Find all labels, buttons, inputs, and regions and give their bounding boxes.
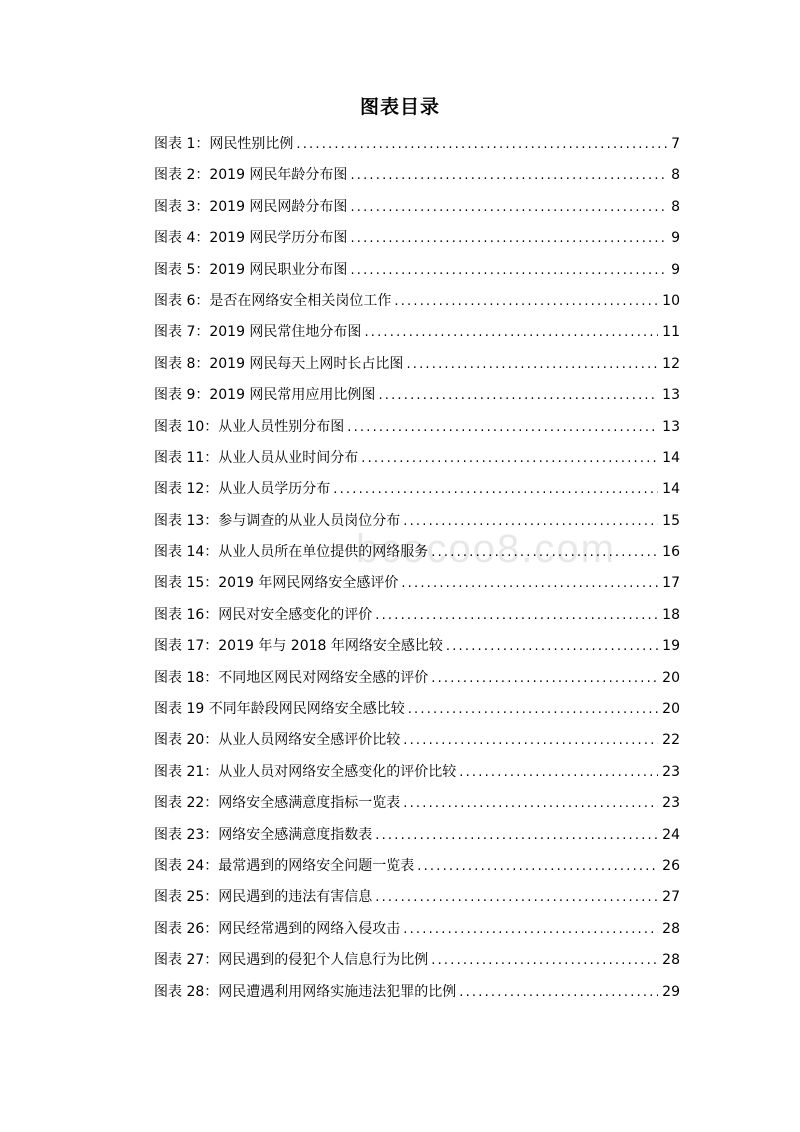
- toc-entry-label: 图表 5：2019 网民职业分布图: [154, 261, 348, 278]
- toc-entry-page-number: 20: [662, 669, 680, 686]
- toc-entry-label: 图表 3：2019 网民网龄分布图: [154, 198, 348, 215]
- toc-entry-page-number: 13: [662, 418, 680, 435]
- toc-entry[interactable]: [154, 916, 680, 947]
- page-title: 图表目录: [359, 96, 440, 118]
- toc-entry-label: 图表 2：2019 网民年龄分布图: [154, 167, 348, 184]
- toc-entry[interactable]: [154, 979, 680, 1010]
- toc-entry-page-number: 23: [662, 795, 680, 812]
- toc-entry[interactable]: [154, 414, 680, 445]
- toc-entry[interactable]: [154, 853, 680, 884]
- toc-entry-label: 图表 24：最常遇到的网络安全问题一览表: [154, 857, 415, 874]
- toc-dot-leader: [431, 666, 658, 692]
- toc-entry-page-number: 28: [662, 920, 680, 937]
- toc-dot-leader: [406, 352, 658, 378]
- toc-entry-label: 图表 6：是否在网络安全相关岗位工作: [154, 292, 392, 309]
- toc-entry-label: 图表 18：不同地区网民对网络安全感的评价: [154, 669, 429, 686]
- toc-entry-label: 图表 12：从业人员学历分布: [154, 481, 331, 498]
- toc-entry-page-number: 7: [671, 136, 680, 152]
- toc-entry-page-number: 23: [662, 763, 680, 780]
- toc-entry[interactable]: [154, 947, 680, 978]
- toc-entry-page-number: 22: [662, 732, 680, 749]
- toc-entry-page-number: 28: [662, 952, 680, 969]
- toc-entry-page-number: 10: [662, 292, 680, 309]
- toc-entry-label: 图表 19 不同年龄段网民网络安全感比较: [154, 701, 405, 718]
- toc-entry[interactable]: [154, 508, 680, 539]
- toc-entry-page-number: 24: [662, 826, 680, 843]
- toc-dot-leader: [350, 163, 667, 189]
- toc-entry-page-number: 12: [662, 355, 680, 372]
- toc-entry-label: 图表 28：网民遭遇利用网络实施违法犯罪的比例: [154, 983, 457, 1000]
- toc-dot-leader: [417, 854, 658, 880]
- toc-dot-leader: [350, 258, 667, 284]
- toc-dot-leader: [403, 728, 658, 754]
- toc-dot-leader: [361, 446, 658, 472]
- figure-table-of-contents: [154, 131, 680, 1010]
- toc-entry-page-number: 11: [662, 324, 680, 341]
- toc-entry-label: 图表 1：网民性别比例: [154, 136, 294, 152]
- toc-dot-leader: [347, 415, 658, 441]
- toc-entry-page-number: 18: [662, 606, 680, 623]
- toc-dot-leader: [296, 132, 667, 158]
- toc-dot-leader: [394, 289, 658, 315]
- toc-dot-leader: [446, 634, 658, 660]
- toc-entry-label: 图表 17：2019 年与 2018 年网络安全感比较: [154, 638, 443, 655]
- toc-entry[interactable]: [154, 131, 680, 162]
- toc-entry-label: 图表 26：网民经常遇到的网络入侵攻击: [154, 920, 401, 937]
- toc-dot-leader: [375, 885, 658, 911]
- toc-entry-label: 图表 10：从业人员性别分布图: [154, 418, 345, 435]
- toc-entry[interactable]: [154, 194, 680, 225]
- toc-entry-label: 图表 23：网络安全感满意度指数表: [154, 826, 373, 843]
- toc-entry-label: 图表 22：网络安全感满意度指标一览表: [154, 795, 401, 812]
- toc-dot-leader: [408, 697, 658, 723]
- toc-entry-label: 图表 20：从业人员网络安全感评价比较: [154, 732, 401, 749]
- toc-entry-label: 图表 9：2019 网民常用应用比例图: [154, 387, 376, 404]
- toc-entry-page-number: 15: [662, 512, 680, 529]
- toc-entry[interactable]: [154, 319, 680, 350]
- toc-dot-leader: [431, 948, 658, 974]
- toc-entry[interactable]: [154, 288, 680, 319]
- toc-entry-page-number: 9: [671, 261, 680, 278]
- toc-entry-page-number: 17: [662, 575, 680, 592]
- toc-entry-page-number: 8: [671, 167, 680, 184]
- toc-entry[interactable]: [154, 602, 680, 633]
- toc-entry-label: 图表 14：从业人员所在单位提供的网络服务: [154, 544, 429, 561]
- toc-entry-page-number: 14: [662, 481, 680, 498]
- watermark: bcocoo8.com: [356, 527, 616, 571]
- toc-entry-label: 图表 16：网民对安全感变化的评价: [154, 606, 373, 623]
- toc-dot-leader: [375, 823, 658, 849]
- toc-entry-page-number: 14: [662, 449, 680, 466]
- toc-entry-page-number: 9: [671, 230, 680, 247]
- toc-dot-leader: [378, 383, 658, 409]
- toc-entry-page-number: 20: [662, 701, 680, 718]
- toc-entry-label: 图表 27：网民遇到的侵犯个人信息行为比例: [154, 952, 429, 969]
- toc-dot-leader: [375, 603, 658, 629]
- toc-dot-leader: [403, 509, 658, 535]
- toc-entry[interactable]: [154, 570, 680, 601]
- toc-dot-leader: [431, 540, 658, 566]
- toc-entry[interactable]: [154, 225, 680, 256]
- toc-entry-label: 图表 21：从业人员对网络安全感变化的评价比较: [154, 763, 457, 780]
- toc-entry[interactable]: [154, 476, 680, 507]
- toc-dot-leader: [403, 917, 658, 943]
- toc-entry-page-number: 13: [662, 387, 680, 404]
- toc-entry[interactable]: [154, 884, 680, 915]
- toc-entry-label: 图表 7：2019 网民常住地分布图: [154, 324, 362, 341]
- toc-entry[interactable]: [154, 633, 680, 664]
- toc-entry[interactable]: [154, 727, 680, 758]
- toc-dot-leader: [333, 477, 658, 503]
- toc-entry[interactable]: [154, 539, 680, 570]
- toc-entry-label: 图表 11：从业人员从业时间分布: [154, 449, 359, 466]
- toc-entry-page-number: 27: [662, 889, 680, 906]
- toc-entry[interactable]: [154, 257, 680, 288]
- toc-entry[interactable]: [154, 696, 680, 727]
- toc-entry-label: 图表 13：参与调查的从业人员岗位分布: [154, 512, 401, 529]
- toc-entry-page-number: 19: [662, 638, 680, 655]
- toc-entry[interactable]: [154, 162, 680, 193]
- toc-entry[interactable]: [154, 790, 680, 821]
- toc-entry-page-number: 26: [662, 857, 680, 874]
- toc-entry[interactable]: [154, 351, 680, 382]
- toc-entry-label: 图表 15：2019 年网民网络安全感评价: [154, 575, 399, 592]
- toc-entry-page-number: 16: [662, 544, 680, 561]
- toc-entry[interactable]: [154, 382, 680, 413]
- toc-dot-leader: [459, 980, 658, 1006]
- toc-entry-label: 图表 8：2019 网民每天上网时长占比图: [154, 355, 404, 372]
- toc-entry[interactable]: [154, 822, 680, 853]
- toc-entry[interactable]: [154, 759, 680, 790]
- toc-entry-label: 图表 4：2019 网民学历分布图: [154, 230, 348, 247]
- toc-dot-leader: [459, 760, 658, 786]
- toc-dot-leader: [350, 195, 667, 221]
- toc-entry-page-number: 8: [671, 198, 680, 215]
- toc-dot-leader: [401, 571, 658, 597]
- toc-dot-leader: [364, 320, 658, 346]
- toc-entry-label: 图表 25：网民遇到的违法有害信息: [154, 889, 373, 906]
- toc-entry[interactable]: [154, 445, 680, 476]
- toc-dot-leader: [350, 226, 667, 252]
- toc-entry-page-number: 29: [662, 983, 680, 1000]
- toc-dot-leader: [403, 791, 658, 817]
- toc-entry[interactable]: [154, 665, 680, 696]
